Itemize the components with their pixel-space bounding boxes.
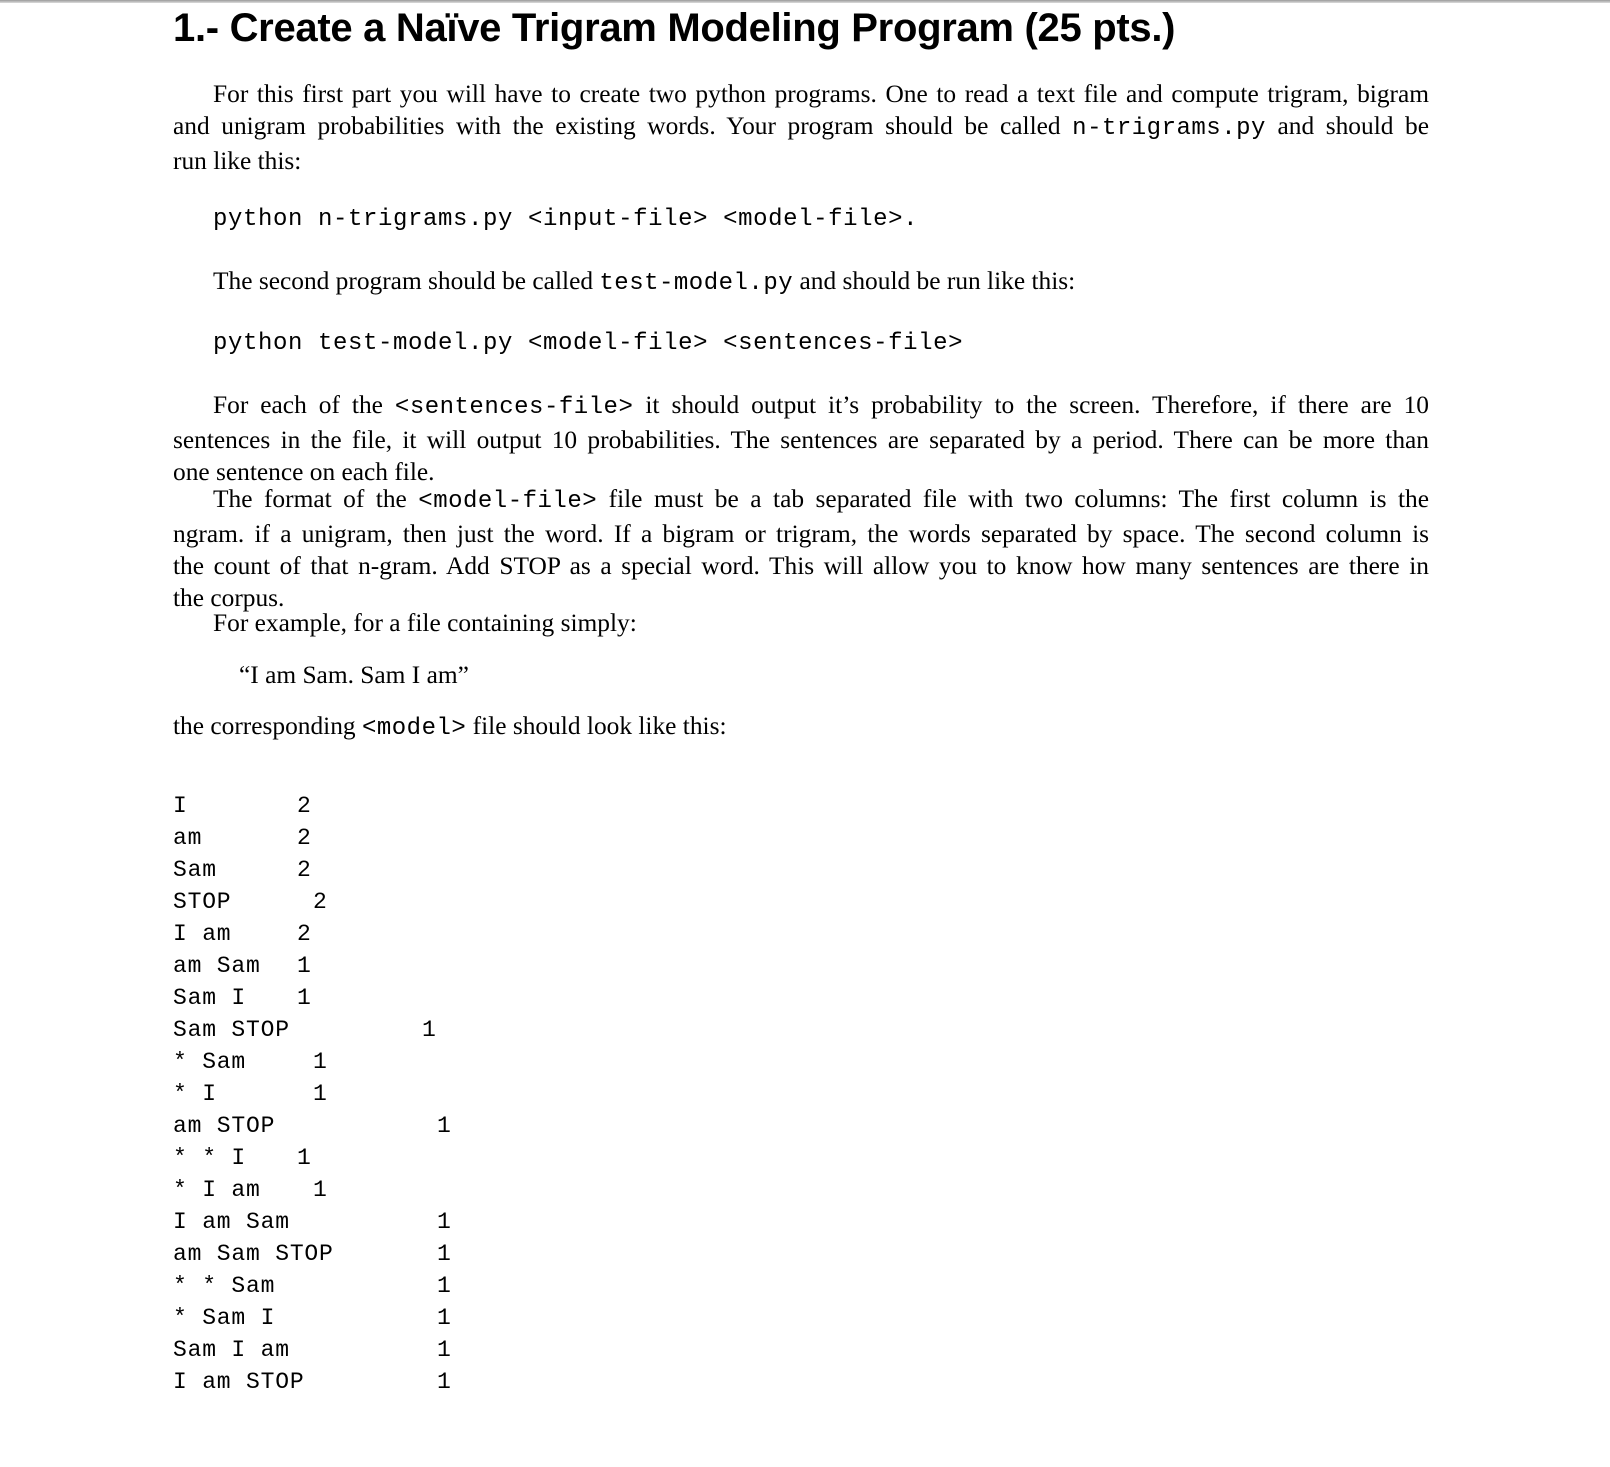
sentences-file-arg: <sentences-file> xyxy=(394,394,634,421)
ngram-cell: am STOP xyxy=(173,1113,276,1139)
command-ntrigrams: python n-trigrams.py <input-file> <model-file>. xyxy=(213,206,919,233)
count-cell: 1 xyxy=(297,985,311,1011)
paragraph-example-intro: For example, for a file containing simply: xyxy=(213,609,637,637)
intro-text-tail: and should be xyxy=(1265,112,1429,140)
format-line-2: ngram. if a unigram, then just the word. If a bigram or trigram, the words separated by space. The second column is xyxy=(173,520,1429,548)
ngram-cell: I am xyxy=(173,921,232,947)
count-cell: 2 xyxy=(297,921,311,947)
ngram-cell: Sam I xyxy=(173,985,247,1011)
ngram-cell: STOP xyxy=(173,889,232,915)
ngram-cell: I xyxy=(173,793,188,819)
sentences-line-3: one sentence on each file. xyxy=(173,458,435,486)
count-cell: 1 xyxy=(297,1145,311,1171)
count-cell: 1 xyxy=(437,1337,451,1363)
format-line-3: the count of that n-gram. Add STOP as a special word. This will allow you to know how many sentences are there in xyxy=(173,552,1429,580)
count-cell: 1 xyxy=(313,1081,327,1107)
ngram-cell: * * Sam xyxy=(173,1273,276,1299)
program-name-test-model: test-model.py xyxy=(599,270,794,297)
ngram-cell: * * I xyxy=(173,1145,247,1171)
ngram-cell: am Sam xyxy=(173,953,261,979)
sentences-text-tail: it should output it’s probability to the screen. Therefore, if there are 10 xyxy=(633,391,1429,419)
second-program-text: The second program should be called xyxy=(213,267,600,295)
intro-line-2 xyxy=(173,110,1429,145)
ngram-cell: Sam STOP xyxy=(173,1017,290,1043)
example-quote: “I am Sam. Sam I am” xyxy=(239,661,469,689)
ngram-cell: Sam xyxy=(173,857,217,883)
paragraph-model-format xyxy=(173,483,1429,614)
count-cell: 2 xyxy=(313,889,327,915)
paragraph-sentences xyxy=(173,389,1429,488)
intro-line-1: For this first part you will have to create two python programs. One to read a text file and compute trigram, bigram xyxy=(213,80,1429,108)
count-cell: 1 xyxy=(313,1049,327,1075)
intro-line-3: run like this: xyxy=(173,147,302,175)
model-intro-tail: file should look like this: xyxy=(466,712,727,740)
count-cell: 1 xyxy=(437,1209,451,1235)
ngram-cell: am Sam STOP xyxy=(173,1241,334,1267)
ngram-cell: * I am xyxy=(173,1177,261,1203)
model-file-arg: <model-file> xyxy=(418,488,598,515)
ngram-cell: * I xyxy=(173,1081,217,1107)
count-cell: 1 xyxy=(313,1177,327,1203)
count-cell: 2 xyxy=(297,793,311,819)
count-cell: 1 xyxy=(437,1273,451,1299)
second-program-tail: and should be run like this: xyxy=(793,267,1076,295)
count-cell: 1 xyxy=(297,953,311,979)
sentences-line-2: sentences in the file, it will output 10 probabilities. The sentences are separated by a period. There can be more than xyxy=(173,426,1429,454)
model-arg: <model> xyxy=(361,715,467,742)
section-title: 1.- Create a Naïve Trigram Modeling Program (25 pts.) xyxy=(173,6,1176,50)
command-test-model: python test-model.py <model-file> <sentences-file> xyxy=(213,330,964,357)
ngram-cell: * Sam I xyxy=(173,1305,276,1331)
program-name-ntrigrams: n-trigrams.py xyxy=(1072,115,1266,142)
ngram-cell: I am STOP xyxy=(173,1369,305,1395)
count-cell: 1 xyxy=(437,1369,451,1395)
count-cell: 2 xyxy=(297,857,311,883)
count-cell: 1 xyxy=(437,1305,451,1331)
paragraph-intro xyxy=(173,78,1429,177)
model-intro-text: the corresponding xyxy=(173,712,362,740)
paragraph-second-program xyxy=(213,265,1075,300)
intro-text: and unigram probabilities with the existing words. Your program should be called xyxy=(173,112,1073,140)
format-text-tail: file must be a tab separated file with two columns: The first column is the xyxy=(597,485,1429,513)
count-cell: 2 xyxy=(297,825,311,851)
sentences-text: For each of the xyxy=(213,391,395,419)
format-line-4: the corpus. xyxy=(173,584,285,612)
ngram-cell: am xyxy=(173,825,203,851)
sentences-line-1 xyxy=(173,389,1429,424)
paragraph-model-intro xyxy=(173,710,727,745)
ngram-cell: I am Sam xyxy=(173,1209,290,1235)
format-line-1 xyxy=(173,483,1429,518)
ngram-cell: Sam I am xyxy=(173,1337,290,1363)
count-cell: 1 xyxy=(437,1113,451,1139)
format-text: The format of the xyxy=(213,485,419,513)
count-cell: 1 xyxy=(422,1017,436,1043)
count-cell: 1 xyxy=(437,1241,451,1267)
ngram-cell: * Sam xyxy=(173,1049,247,1075)
